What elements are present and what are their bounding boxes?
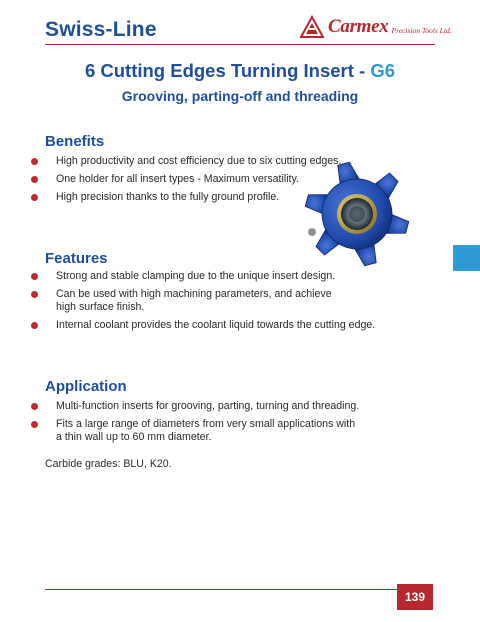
- g6-insert-image: [300, 157, 414, 276]
- section-title: Swiss-Line: [45, 18, 157, 41]
- benefits-list: [30, 155, 342, 209]
- list-item: Can be used with high machining parameters, and achieve high surface finish.: [30, 288, 375, 314]
- features-list: [30, 270, 375, 337]
- page-title-text: 6 Cutting Edges Turning Insert -: [84, 60, 371, 81]
- features-heading: Features: [45, 250, 108, 267]
- logo-tagline: Precision Tools Ltd.: [391, 26, 452, 35]
- insert-code: G6: [370, 60, 396, 81]
- page-title: [0, 60, 480, 82]
- application-heading: Application: [45, 378, 127, 395]
- chapter-tab: [453, 245, 480, 271]
- bullet-icon: [31, 176, 38, 183]
- list-item: Fits a large range of diameters from very small applications with a thin wall up to 60 mm diameter.: [30, 418, 359, 444]
- benefits-heading: Benefits: [45, 133, 105, 150]
- bullet-icon: [31, 421, 38, 428]
- insert-illustration: [300, 157, 414, 271]
- bullet-icon: [31, 322, 38, 329]
- page-number: 139: [397, 584, 433, 610]
- application-list: [30, 400, 359, 449]
- footer-divider: [45, 589, 397, 590]
- carmex-logo: [300, 14, 452, 40]
- bullet-icon: [31, 194, 38, 201]
- list-item: One holder for all insert types - Maximum versatility.: [30, 173, 310, 186]
- carmex-emblem-icon: [300, 16, 324, 38]
- bullet-icon: [31, 273, 38, 280]
- list-item: High precision thanks to the fully ground profile.: [30, 191, 310, 204]
- list-item: Internal coolant provides the coolant liquid towards the cutting edge.: [30, 319, 375, 332]
- header-divider: [45, 44, 435, 45]
- carbide-grades: Carbide grades: BLU, K20.: [45, 458, 172, 470]
- list-item: Multi-function inserts for grooving, parting, turning and threading.: [30, 400, 359, 413]
- bullet-icon: [31, 403, 38, 410]
- list-item: Strong and stable clamping due to the unique insert design.: [30, 270, 375, 283]
- page-subtitle: Grooving, parting-off and threading: [121, 88, 359, 104]
- bullet-icon: [31, 291, 38, 298]
- bullet-icon: [31, 158, 38, 165]
- logo-wordmark: Carmex: [328, 16, 389, 37]
- list-item: High productivity and cost efficiency due to six cutting edges.: [30, 155, 310, 168]
